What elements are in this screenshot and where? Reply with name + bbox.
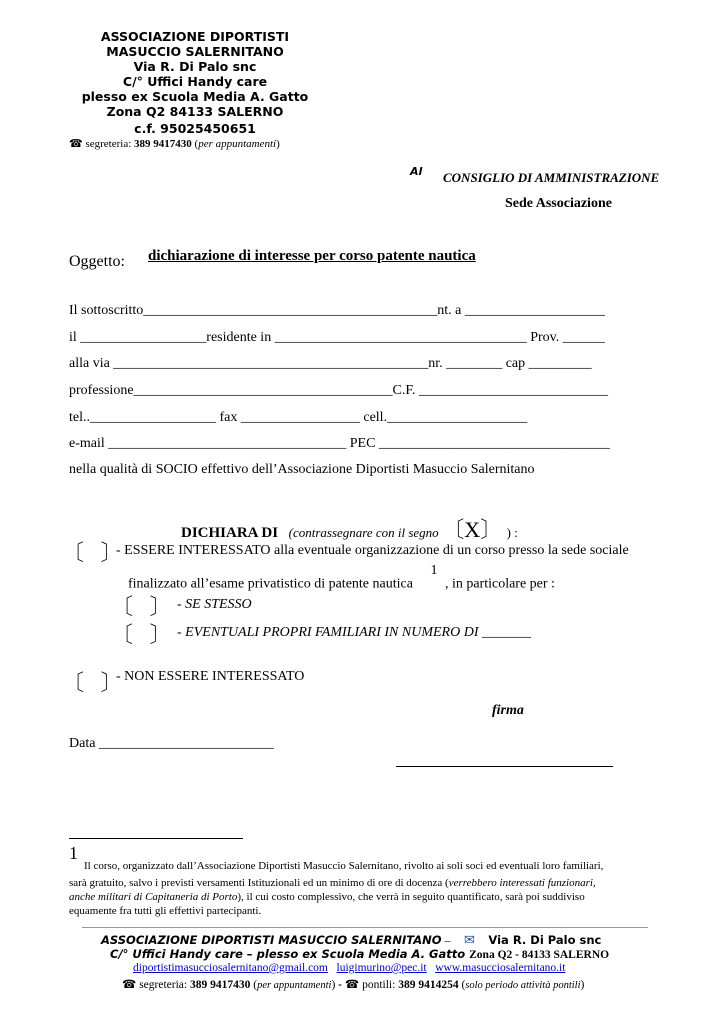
form-line-email[interactable]: e-mail __________________________________ PEC _________________________________ — [69, 436, 610, 451]
header-phone: ☎ segreteria: 389 9417430 (per appuntamenti) — [69, 138, 280, 150]
subject-text: dichiarazione di interesse per corso patente nautica — [148, 248, 476, 264]
form-line-address[interactable]: alla via _____________________________________________nr. ________ cap _________ — [69, 356, 592, 371]
mark-example: 〔X〕 — [442, 517, 503, 542]
footer-line-4: ☎ segreteria: 389 9417430 (per appuntamenti) - ☎ pontili: 389 9414254 (solo periodo attività pontili) — [122, 979, 585, 991]
org-name-line-1: ASSOCIAZIONE DIPORTISTI — [100, 29, 290, 44]
footnote-text-3: anche militari di Capitaneria di Porto), il cui costo complessivo, che verrà in seguito quantificato, sarà poi suddiviso — [69, 891, 585, 903]
recipient-al: Al — [410, 165, 423, 178]
option-interested-line-2: finalizzato all’esame privatistico di patente nautica $^1$ , in particolare per : — [128, 563, 555, 592]
subject-label: Oggetto: — [69, 253, 125, 270]
option-self-checkbox[interactable]: 〔 〕 — [111, 594, 172, 619]
option-not-interested-checkbox[interactable]: 〔 〕 — [62, 670, 123, 695]
form-line-phone[interactable]: tel..__________________ fax _________________ cell.____________________ — [69, 410, 528, 425]
option-interested-line-1: - ESSERE INTERESSATO alla eventuale organizzazione di un corso presso la sede sociale — [116, 543, 629, 558]
footer-website-link[interactable]: www.masucciosalernitano.it — [435, 962, 566, 974]
declaration-heading: DICHIARA DI (contrassegnare con il segno 〔X〕 ) : — [181, 517, 518, 542]
option-interested-checkbox[interactable]: 〔 〕 — [62, 540, 123, 565]
header-address-4: Zona Q2 84133 SALERNO — [106, 104, 284, 119]
phone-icon: ☎ — [69, 138, 83, 150]
header-address-1: Via R. Di Palo snc — [133, 59, 257, 74]
footer-line-3 — [133, 962, 565, 974]
member-statement: nella qualità di SOCIO effettivo dell’Associazione Diportisti Masuccio Salernitano — [69, 462, 535, 477]
date-field[interactable]: Data _________________________ — [69, 736, 274, 751]
footnote-text-4: equamente fra tutti gli effettivi partecipanti. — [69, 905, 262, 917]
footer-divider — [82, 927, 648, 928]
footer-pec-link[interactable]: luigimurino@pec.it — [336, 962, 427, 974]
footer-line-2: C/° Uffici Handy care – plesso ex Scuola Media A. Gatto Zona Q2 - 84133 SALERNO — [110, 947, 610, 961]
recipient-place: Sede Associazione — [505, 196, 612, 211]
form-line-profession[interactable]: professione_____________________________________C.F. ___________________________ — [69, 383, 609, 398]
footer-line-1: ASSOCIAZIONE DIPORTISTI MASUCCIO SALERNITANO – ✉ Via R. Di Palo snc — [101, 932, 602, 947]
org-name-line-2: MASUCCIO SALERNITANO — [106, 44, 284, 59]
signature-label: firma — [492, 703, 524, 718]
header-tax-code: c.f. 95025450651 — [134, 121, 256, 136]
form-line-residence[interactable]: il __________________residente in ____________________________________ Prov. ______ — [69, 330, 605, 345]
option-family-checkbox[interactable]: 〔 〕 — [111, 622, 172, 647]
header-address-3: plesso ex Scuola Media A. Gatto — [81, 89, 309, 104]
signature-line[interactable] — [396, 766, 613, 767]
header-address-2: C/° Uffici Handy care — [122, 74, 268, 89]
footnote-text-2: sarà gratuito, salvo i previsti versamenti Istituzionali ed un minimo di ore di docenza (verrebbero interessati funzionari, — [69, 877, 596, 889]
option-family-label: - EVENTUALI PROPRI FAMILIARI IN NUMERO DI _______ — [177, 625, 531, 640]
option-not-interested-label: - NON ESSERE INTERESSATO — [116, 669, 305, 684]
footnote-number: 1 — [69, 843, 78, 863]
footnote-ref: 1 — [430, 563, 438, 578]
phone-icon: ☎ — [344, 979, 360, 991]
footer-email-link[interactable]: diportistimasucciosalernitano@gmail.com — [133, 962, 328, 974]
option-self-label: - SE STESSO — [177, 597, 252, 612]
recipient-name: CONSIGLIO DI AMMINISTRAZIONE — [443, 170, 660, 185]
footnote-separator — [69, 838, 243, 839]
mail-icon: ✉ — [464, 932, 475, 947]
phone-icon: ☎ — [122, 979, 137, 991]
footnote-text-1: Il corso, organizzato dall’Associazione Diportisti Masuccio Salernitano, rivolto ai soli soci ed eventuali loro familiari, — [84, 860, 604, 872]
form-line-name[interactable]: Il sottoscritto__________________________________________nt. a ____________________ — [69, 303, 605, 318]
